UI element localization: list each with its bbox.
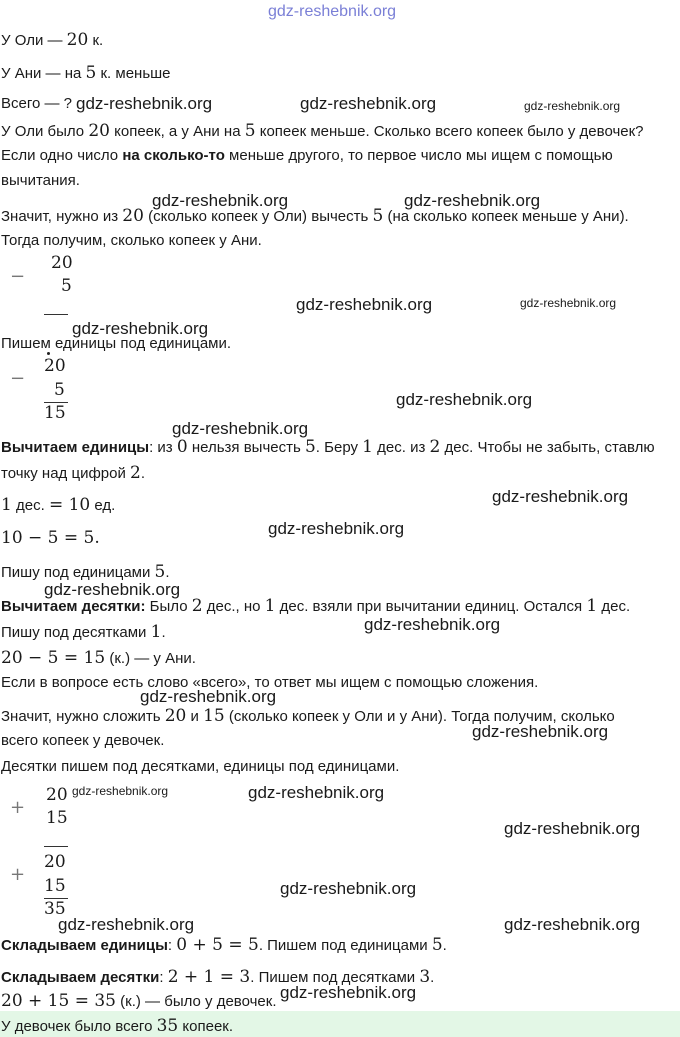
text: нельзя вычесть	[187, 439, 305, 456]
rule-subtraction-end: вычитания.	[1, 172, 80, 189]
watermark: gdz-reshebnik.org	[172, 419, 309, 438]
watermark-top[interactable]: gdz-reshebnik.org	[268, 3, 397, 20]
column-top: 20	[46, 785, 68, 805]
text: копеек меньше. Сколько всего копеек было у девочек?	[255, 123, 644, 140]
text: (сколько копеек у Оли и у Ани). Тогда получим, сколько	[224, 708, 615, 725]
write-tens	[1, 622, 166, 642]
text: Пишу под единицами	[1, 564, 155, 581]
column-bottom: 5	[61, 276, 72, 296]
watermark: gdz-reshebnik.org	[248, 783, 385, 802]
text: дес. Чтобы не забыть, ставлю	[440, 439, 655, 456]
watermark: gdz-reshebnik.org	[520, 296, 617, 310]
text: .	[165, 564, 170, 581]
column-top: 20	[44, 356, 66, 376]
number: 1	[586, 596, 598, 616]
column-line	[44, 846, 68, 847]
explanation-result: Тогда получим, сколько копеек у Ани.	[1, 232, 262, 249]
minus-sign: −	[10, 266, 26, 287]
text: к.	[88, 32, 104, 49]
watermark: gdz-reshebnik.org	[72, 319, 209, 338]
math: 20 − 5 = 15	[1, 648, 106, 668]
math: 2 + 1 = 3	[167, 967, 251, 987]
watermark: gdz-reshebnik.org	[280, 879, 417, 898]
text: . Пишем под единицами	[258, 937, 432, 954]
number: 15	[203, 706, 225, 726]
watermark: gdz-reshebnik.org	[472, 722, 609, 741]
column-bottom: 15	[44, 876, 66, 896]
math: 20 + 15 = 35	[1, 991, 116, 1011]
text: (сколько копеек у Оли) вычесть	[143, 208, 373, 225]
plus-sign: +	[10, 864, 26, 885]
result-total	[1, 991, 277, 1011]
watermark: gdz-reshebnik.org	[364, 615, 501, 634]
text: дес., но	[202, 598, 265, 615]
number: 20	[66, 30, 89, 50]
number: 2	[191, 596, 203, 616]
text: (на сколько копеек меньше у Ани).	[383, 208, 629, 225]
text: У Ани — на	[1, 65, 86, 82]
text: .	[430, 969, 435, 986]
number: 5	[304, 437, 316, 457]
text: дес. из	[373, 439, 430, 456]
text: (к.) — было у девочек.	[116, 993, 277, 1010]
watermark: gdz-reshebnik.org	[504, 915, 641, 934]
number: 2	[130, 463, 141, 483]
text: копеек, а у Ани на	[109, 123, 245, 140]
answer-text	[1, 1016, 233, 1036]
text: меньше другого, то первое число мы ищем с помощью	[224, 147, 613, 164]
text: дес.	[597, 598, 631, 615]
text: дес. взяли при вычитании единиц. Остался	[275, 598, 587, 615]
watermark: gdz-reshebnik.org	[76, 94, 213, 113]
problem-text	[1, 121, 644, 141]
text: .	[161, 624, 166, 641]
step-subtract-tens	[1, 596, 630, 616]
rule-addition: Если в вопросе есть слово «всего», то ответ мы ищем с помощью сложения.	[1, 674, 539, 691]
text: ед.	[90, 497, 116, 514]
watermark: gdz-reshebnik.org	[140, 687, 277, 706]
explanation-subtract	[1, 206, 629, 226]
minus-sign: −	[10, 368, 26, 389]
rule-subtraction	[1, 147, 613, 164]
text: . Пишем под десятками	[250, 969, 420, 986]
number: 5	[431, 935, 443, 955]
text: У девочек было всего	[1, 1018, 157, 1035]
watermark: gdz-reshebnik.org	[396, 390, 533, 409]
number: 5	[85, 63, 97, 83]
watermark: gdz-reshebnik.org	[404, 191, 541, 210]
number: 20	[88, 121, 110, 141]
text: и	[186, 708, 204, 725]
text: Было	[145, 598, 192, 615]
watermark: gdz-reshebnik.org	[492, 487, 629, 506]
column-bottom: 5	[54, 380, 65, 400]
condition-anya	[1, 63, 171, 83]
number: 20	[164, 706, 187, 726]
step-dot	[1, 463, 145, 483]
watermark: gdz-reshebnik.org	[152, 191, 289, 210]
text: Значит, нужно сложить	[1, 708, 165, 725]
watermark: gdz-reshebnik.org	[268, 519, 405, 538]
column-bottom: 15	[46, 808, 68, 828]
watermark: gdz-reshebnik.org	[44, 580, 181, 599]
condition-olya	[1, 30, 103, 50]
number: 1	[1, 495, 12, 515]
step-alignment: Десятки пишем под десятками, единицы под единицами.	[1, 758, 400, 775]
text: (к.) — у Ани.	[105, 650, 196, 667]
text: Если одно число	[1, 147, 123, 164]
bold-text: на сколько-то	[122, 147, 225, 164]
column-top: 20	[51, 253, 73, 273]
text: :	[159, 969, 168, 986]
step-subtract-units	[1, 437, 655, 457]
write-units	[1, 562, 170, 582]
text: : из	[149, 439, 177, 456]
text: точку над цифрой	[1, 465, 131, 482]
number: 5	[154, 562, 166, 582]
watermark: gdz-reshebnik.org	[58, 915, 195, 934]
step-add-units	[1, 935, 447, 955]
text: :	[167, 937, 177, 954]
watermark: gdz-reshebnik.org	[296, 295, 433, 314]
carry-dot	[47, 352, 50, 355]
number: 2	[429, 437, 441, 457]
text: копеек.	[178, 1018, 234, 1035]
text: . Беру	[315, 439, 363, 456]
watermark: gdz-reshebnik.org	[280, 983, 417, 1002]
text: Значит, нужно из	[1, 208, 123, 225]
column-result: 35	[44, 899, 66, 919]
equation-units: 10 − 5 = 5.	[1, 528, 100, 548]
text: Пишу под десятками	[1, 624, 151, 641]
condition-total: Всего — ?	[1, 95, 73, 112]
watermark: gdz-reshebnik.org	[300, 94, 437, 113]
number: 1	[264, 596, 276, 616]
column-line	[44, 314, 68, 315]
text: дес.	[11, 497, 49, 514]
bold-text: Вычитаем единицы	[1, 439, 150, 456]
step-units: Пишем единицы под единицами.	[1, 335, 232, 352]
number: 0	[176, 437, 188, 457]
number: 20	[122, 206, 144, 226]
math: 0 + 5 = 5	[176, 935, 259, 955]
number: 35	[156, 1016, 179, 1036]
text: У Оли было	[1, 123, 89, 140]
number: 1	[362, 437, 373, 457]
text: У Оли —	[1, 32, 67, 49]
number: 3	[419, 967, 431, 987]
result-anya	[1, 648, 196, 668]
watermark: gdz-reshebnik.org	[504, 819, 641, 838]
conversion	[1, 495, 115, 515]
math: = 10	[48, 495, 91, 515]
bold-text: Складываем единицы	[1, 937, 168, 954]
plus-sign: +	[10, 797, 26, 818]
column-top: 20	[44, 852, 66, 872]
watermark: gdz-reshebnik.org	[72, 784, 169, 798]
column-result: 15	[44, 403, 66, 423]
watermark: gdz-reshebnik.org	[524, 99, 621, 113]
explanation-add-end: всего копеек у девочек.	[1, 732, 165, 749]
number: 5	[372, 206, 384, 226]
bold-text: Складываем десятки	[1, 969, 160, 986]
text: .	[442, 937, 447, 954]
text: к. меньше	[96, 65, 171, 82]
bold-text: Вычитаем десятки:	[1, 598, 146, 615]
number: 5	[244, 121, 256, 141]
number: 1	[150, 622, 162, 642]
text: .	[140, 465, 146, 482]
